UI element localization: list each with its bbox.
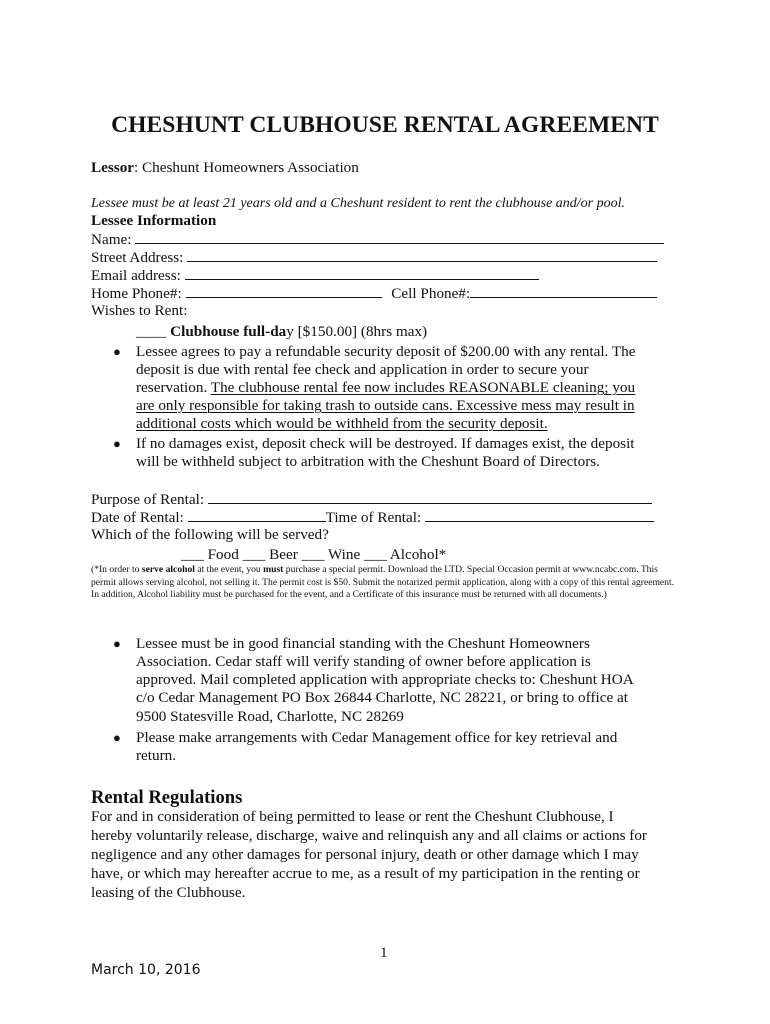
date-field[interactable] bbox=[188, 508, 326, 522]
wishes-label: Wishes to Rent: bbox=[91, 302, 188, 319]
date-time-row bbox=[91, 508, 654, 527]
street-row bbox=[91, 248, 657, 267]
served-question: Which of the following will be served? bbox=[91, 526, 329, 543]
lessor-label: Lessor bbox=[91, 159, 135, 176]
document-title: CHESHUNT CLUBHOUSE RENTAL AGREEMENT bbox=[111, 112, 659, 138]
clubhouse-option-rest: y [$150.00] (8hrs max) bbox=[286, 323, 428, 340]
regulations-line: negligence and any other damages for personal injury, death or other damage which I may bbox=[91, 846, 639, 863]
standing-bullet-line: 9500 Statesville Road, Charlotte, NC 28269 bbox=[136, 708, 404, 725]
email-label: Email address: bbox=[91, 267, 181, 284]
lessor-line bbox=[91, 159, 359, 177]
regulations-heading: Rental Regulations bbox=[91, 787, 243, 808]
standing-bullet-line: c/o Cedar Management PO Box 26844 Charlotte, NC 28221, or bring to office at bbox=[136, 689, 628, 706]
key-bullet-line: Please make arrangements with Cedar Management office for key retrieval and bbox=[136, 729, 618, 746]
deposit-bullet-line bbox=[136, 397, 635, 415]
lessee-info-heading: Lessee Information bbox=[91, 212, 217, 229]
street-field[interactable] bbox=[187, 248, 657, 262]
cell-phone-label: Cell Phone#: bbox=[391, 285, 471, 302]
time-label: Time of Rental: bbox=[325, 509, 422, 526]
served-options[interactable]: ___ Food ___ Beer ___ Wine ___ Alcohol* bbox=[181, 546, 447, 563]
date-label: Date of Rental: bbox=[91, 509, 184, 526]
alcohol-note-text: purchase a special permit. Download the LTD. Special Occasion permit at www.ncabc.com. This permit allows serving alcohol, not selling it. The permit cost is $50. Submit the notarized permit application, along with a copy of this rental agreement. In addition, Alcohol liability must be purchased for the event, and a Certificate of this insurance must be returned with all documents.) bbox=[91, 564, 675, 601]
deposit-bullet-line bbox=[136, 379, 635, 397]
bullet-icon: ● bbox=[113, 436, 121, 451]
purpose-field[interactable] bbox=[208, 490, 652, 504]
name-row bbox=[91, 230, 664, 249]
clubhouse-option-bold: Clubhouse full-da bbox=[170, 323, 287, 340]
cleaning-note-underlined: additional costs which would be withheld from the security deposit. bbox=[136, 415, 548, 432]
regulations-line: have, or which may hereafter accrue to me, as a result of my participation in the renting or bbox=[91, 865, 640, 882]
name-field[interactable] bbox=[135, 230, 664, 244]
damages-bullet-line: If no damages exist, deposit check will be destroyed. If damages exist, the deposit bbox=[136, 435, 635, 452]
alcohol-note-bold: serve alcohol bbox=[141, 564, 195, 575]
alcohol-note-bold: must bbox=[263, 564, 284, 575]
home-phone-label: Home Phone#: bbox=[91, 285, 182, 302]
lessor-value: : Cheshunt Homeowners Association bbox=[134, 159, 359, 176]
footer-date: March 10, 2016 bbox=[91, 962, 201, 978]
cleaning-note-underlined: are only responsible for taking trash to outside cans. Excessive mess may result in bbox=[136, 397, 635, 414]
alcohol-note-text: (*In order to bbox=[91, 564, 142, 575]
cell-phone-field[interactable] bbox=[470, 284, 657, 298]
purpose-label: Purpose of Rental: bbox=[91, 491, 205, 508]
phone-row bbox=[91, 284, 657, 303]
deposit-bullet-text: reservation. bbox=[136, 379, 211, 396]
clubhouse-option-blank[interactable]: ____ bbox=[136, 323, 167, 340]
home-phone-field[interactable] bbox=[186, 284, 382, 298]
page-number: 1 bbox=[380, 944, 388, 961]
street-label: Street Address: bbox=[91, 249, 184, 266]
standing-bullet-line: Lessee must be in good financial standing with the Cheshunt Homeowners bbox=[136, 635, 590, 652]
deposit-bullet-line bbox=[136, 415, 548, 433]
purpose-row bbox=[91, 490, 652, 509]
key-bullet-line: return. bbox=[136, 747, 177, 764]
regulations-line: leasing of the Clubhouse. bbox=[91, 884, 246, 901]
deposit-bullet-line: Lessee agrees to pay a refundable security deposit of $200.00 with any rental. The bbox=[136, 343, 636, 360]
bullet-icon: ● bbox=[113, 730, 121, 745]
time-field[interactable] bbox=[425, 508, 654, 522]
bullet-icon: ● bbox=[113, 344, 121, 359]
deposit-bullet-line: deposit is due with rental fee check and application in order to secure your bbox=[136, 361, 589, 378]
email-row bbox=[91, 266, 539, 285]
cleaning-note-underlined: The clubhouse rental fee now includes REASONABLE cleaning; you bbox=[210, 379, 636, 396]
regulations-line: For and in consideration of being permitted to lease or rent the Cheshunt Clubhouse, I bbox=[91, 808, 614, 825]
standing-bullet-line: Association. Cedar staff will verify standing of owner before application is bbox=[136, 653, 591, 670]
alcohol-note-text: at the event, you bbox=[194, 564, 264, 575]
damages-bullet-line: will be withheld subject to arbitration with the Cheshunt Board of Directors. bbox=[136, 453, 600, 470]
eligibility-note: Lessee must be at least 21 years old and a Cheshunt resident to rent the clubhouse and/or pool. bbox=[91, 196, 626, 211]
alcohol-note bbox=[91, 564, 681, 602]
clubhouse-option[interactable] bbox=[136, 323, 427, 341]
bullet-icon: ● bbox=[113, 636, 121, 651]
regulations-line: hereby voluntarily release, discharge, waive and relinquish any and all claims or actions for bbox=[91, 827, 647, 844]
email-field[interactable] bbox=[185, 266, 539, 280]
name-label: Name: bbox=[91, 231, 132, 248]
standing-bullet-line: approved. Mail completed application with appropriate checks to: Cheshunt HOA bbox=[136, 671, 634, 688]
